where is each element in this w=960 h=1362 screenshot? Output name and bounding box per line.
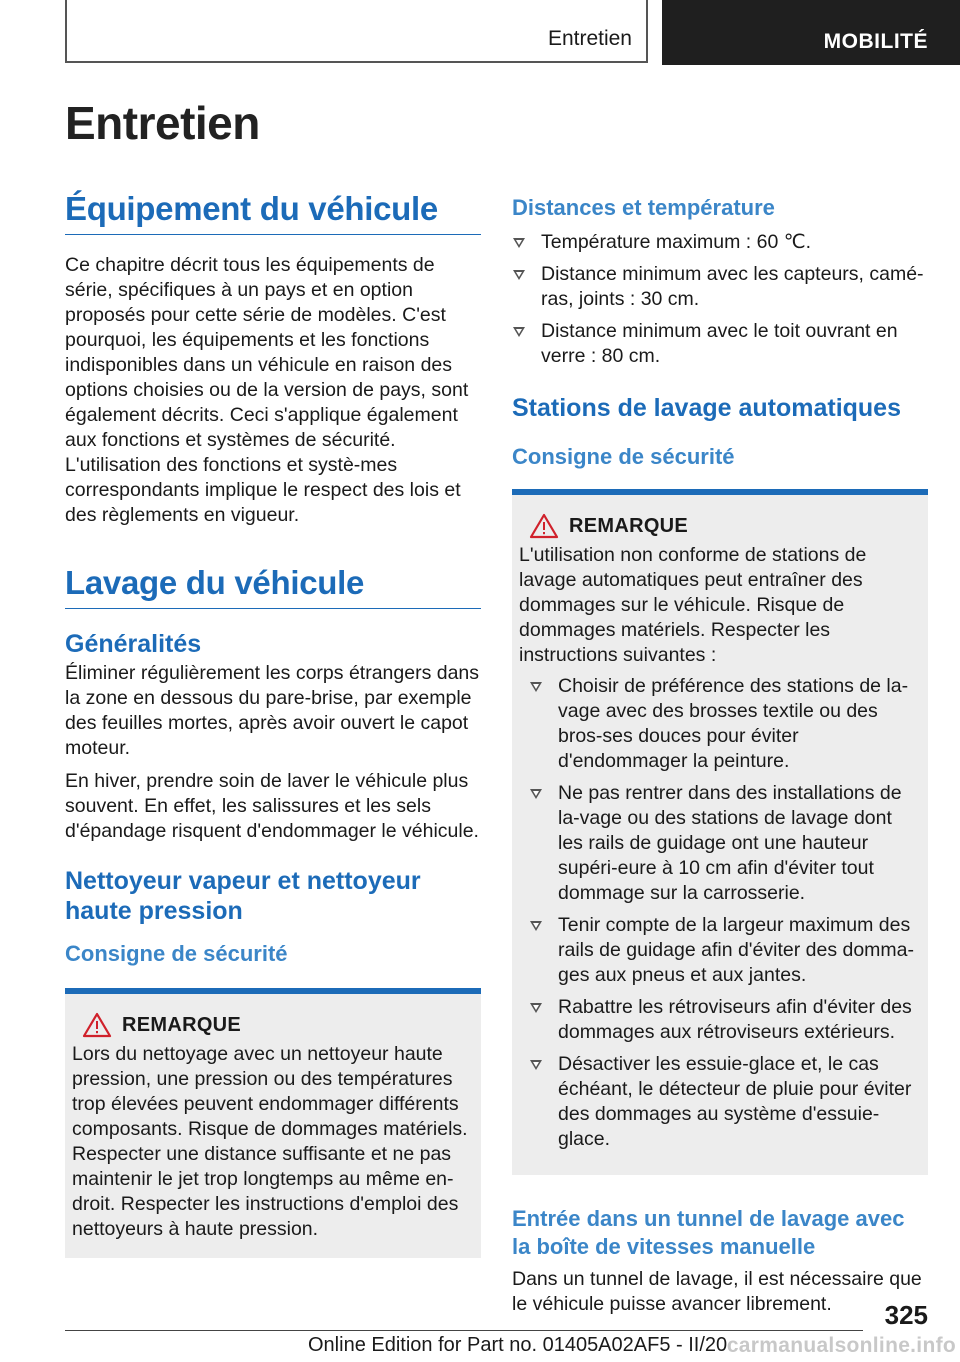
right-column xyxy=(512,190,928,1317)
triangle-bullet-icon xyxy=(530,682,542,692)
chapter-title: MOBILITÉ xyxy=(823,30,928,53)
triangle-bullet-icon xyxy=(513,270,525,280)
list-item: Ne pas rentrer dans des installations de la-vage ou des stations de lavage dont les rails de guidage ont une hauteur supéri-eure à 10 cm afin d'éviter tout dommage sur la carrosserie. xyxy=(529,781,921,906)
note-text: Lors du nettoyage avec un nettoyeur haute pression, une pression ou des températures trop élevées peuvent endommager différents composants. Risque de dommages matériels. Respecter une distance suffisante et ne pas maintenir le jet trop longtemps au même en-droit. Respecter les instructions d'emploi des nettoyeurs à haute pression. xyxy=(72,1043,468,1240)
triangle-bullet-icon xyxy=(530,1003,542,1013)
note-title: REMARQUE xyxy=(122,1013,242,1036)
tunnel-heading: Entrée dans un tunnel de lavage avec la boîte de vitesses manuelle xyxy=(512,1206,905,1259)
page-number: 325 xyxy=(884,1300,928,1330)
list-item: Rabattre les rétroviseurs afin d'éviter des dommages aux rétroviseurs extérieurs. xyxy=(529,995,921,1045)
distances-heading: Distances et température xyxy=(512,195,775,220)
list-item: Tenir compte de la largeur maximum des rails de guidage afin d'éviter des domma-ges aux pneus et aux jantes. xyxy=(529,913,921,988)
triangle-bullet-icon xyxy=(530,921,542,931)
watermark: carmanualsonline.info xyxy=(726,1334,956,1357)
left-column xyxy=(65,190,481,1258)
steam-cleaner-heading: Nettoyeur vapeur et nettoyeur haute pression xyxy=(65,867,421,925)
list-item: Distance minimum avec les capteurs, camé-ras, joints : 30 cm. xyxy=(512,262,928,312)
note-header xyxy=(519,513,921,539)
steam-safety-heading: Consigne de sécurité xyxy=(65,941,288,966)
triangle-bullet-icon xyxy=(513,238,525,248)
list-item: Désactiver les essuie-glace et, le cas échéant, le détecteur de pluie pour éviter des dommages au système d'essuie-glace. xyxy=(529,1052,921,1152)
stations-heading: Stations de lavage automatiques xyxy=(512,394,901,422)
triangle-bullet-icon xyxy=(530,789,542,799)
car-wash-note xyxy=(512,489,928,1175)
tunnel-text: Dans un tunnel de lavage, il est nécessaire que le véhicule puisse avancer librement. xyxy=(512,1268,922,1315)
chapter-tab xyxy=(662,0,960,65)
footer-edition: Online Edition for Part no. 01405A02AF5 - II/20 xyxy=(308,1334,728,1356)
stations-safety-heading: Consigne de sécurité xyxy=(512,444,735,469)
equipment-heading: Équipement du véhicule xyxy=(65,190,481,235)
running-header-box xyxy=(65,0,648,63)
note-text: L'utilisation non conforme de stations de lavage automatiques peut entraîner des dommages sur le véhicule. Risque de dommages matériels. Respecter les instructions suivantes : xyxy=(519,544,867,666)
footer-divider xyxy=(65,1330,863,1331)
general-heading: Généralités xyxy=(65,630,202,658)
equipment-text: Ce chapitre décrit tous les équipements de série, spécifiques à un pays et en option proposés pour cette série de modèles. C'est pourquoi, les équipements et les fonctions indisponibles dans un véhicule en raison des options choisies ou de la version de pays, sont également décrits. Ceci s'applique également aux fonctions et systèmes de sécurité. L'utilisation des fonctions et systè-mes correspondants implique le respect des lois et des règlements en vigueur. xyxy=(65,254,469,526)
triangle-bullet-icon xyxy=(513,327,525,337)
list-item: Température maximum : 60 ℃. xyxy=(512,230,928,255)
note-title: REMARQUE xyxy=(569,514,689,537)
note-list xyxy=(519,674,921,1152)
warning-triangle-icon xyxy=(82,1012,112,1038)
triangle-bullet-icon xyxy=(530,1060,542,1070)
steam-cleaner-note xyxy=(65,988,481,1258)
list-item: Distance minimum avec le toit ouvrant en verre : 80 cm. xyxy=(512,319,928,369)
running-header-section: Entretien xyxy=(547,27,632,50)
page-title: Entretien xyxy=(65,97,260,149)
warning-triangle-icon xyxy=(529,513,559,539)
general-paragraph-2: En hiver, prendre soin de laver le véhicule plus souvent. En effet, les salissures et les sels d'épandage risquent d'endommager le véhicule. xyxy=(65,770,479,842)
general-paragraph-1: Éliminer régulièrement les corps étrangers dans la zone en dessous du pare-brise, par exemple des feuilles mortes, après avoir ouvert le capot moteur. xyxy=(65,662,480,759)
list-item: Choisir de préférence des stations de la-vage avec des brosses textile ou des bros-ses douces pour éviter d'endommager la peinture. xyxy=(529,674,921,774)
washing-heading: Lavage du véhicule xyxy=(65,564,481,609)
note-header xyxy=(72,1012,474,1038)
distances-list xyxy=(512,230,928,369)
